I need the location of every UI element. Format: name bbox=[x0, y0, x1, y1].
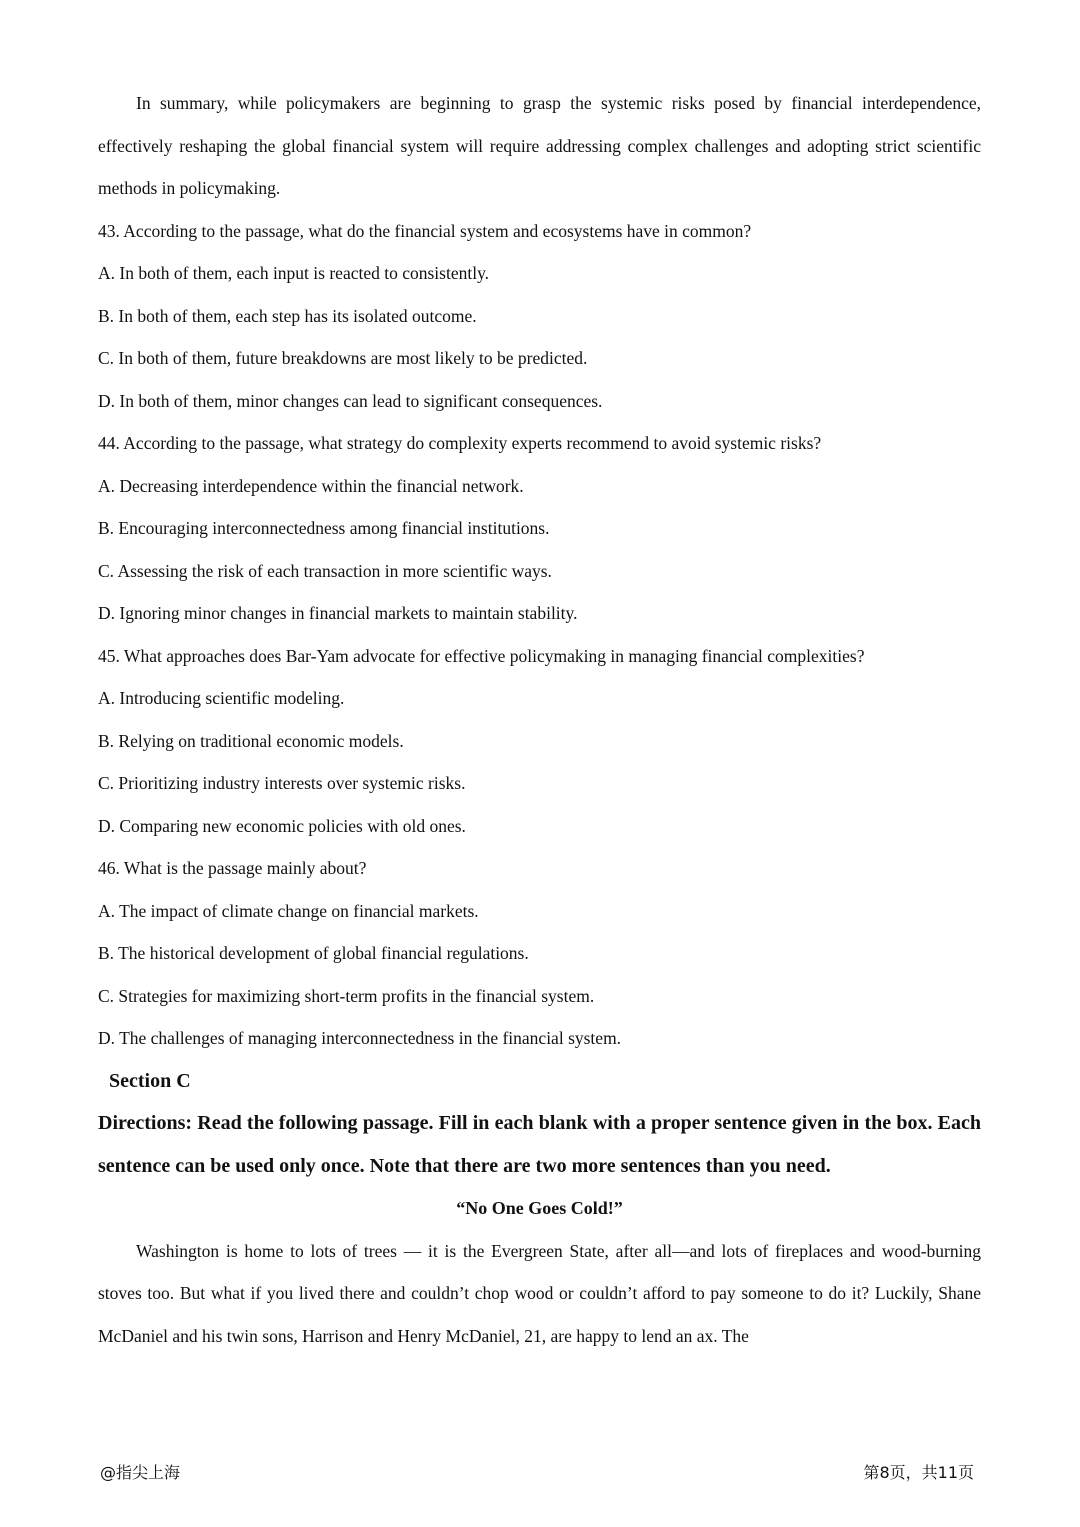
option-d: D. The challenges of managing interconnectedness in the financial system. bbox=[98, 1028, 622, 1048]
option-a: A. In both of them, each input is reacted to consistently. bbox=[98, 263, 490, 283]
question-stem: 43. According to the passage, what do the financial system and ecosystems have in common? bbox=[98, 220, 752, 241]
option-d: D. Ignoring minor changes in financial markets to maintain stability. bbox=[98, 603, 578, 623]
document-page bbox=[98, 82, 981, 1357]
question-stem: 46. What is the passage mainly about? bbox=[98, 858, 367, 878]
question-stem: 44. According to the passage, what strategy do complexity experts recommend to avoid systemic risks? bbox=[98, 433, 822, 453]
footer-source: @指尖上海 bbox=[100, 1463, 181, 1482]
option-d: D. In both of them, minor changes can lead to significant consequences. bbox=[98, 390, 603, 411]
option-c: C. Strategies for maximizing short-term profits in the financial system. bbox=[98, 985, 595, 1006]
page-number: 第8页，共11页 bbox=[863, 1463, 974, 1482]
question-46 bbox=[98, 847, 981, 1060]
option-c: C. Prioritizing industry interests over systemic risks. bbox=[98, 773, 466, 793]
option-b: B. In both of them, each step has its isolated outcome. bbox=[98, 305, 477, 326]
question-43 bbox=[98, 210, 981, 423]
option-c: C. In both of them, future breakdowns are most likely to be predicted. bbox=[98, 348, 588, 368]
summary-paragraph: In summary, while policymakers are beginning to grasp the systemic risks posed by financial interdependence, effectively reshaping the global financial system will require addressing complex challenges and adopting strict scientific methods in policymaking. bbox=[98, 93, 981, 198]
option-c: C. Assessing the risk of each transaction in more scientific ways. bbox=[98, 560, 552, 581]
option-d: D. Comparing new economic policies with old ones. bbox=[98, 815, 466, 836]
passage-title: “No One Goes Cold!” bbox=[456, 1198, 623, 1218]
section-heading: Section C bbox=[109, 1069, 191, 1092]
question-45 bbox=[98, 635, 981, 848]
option-a: A. Introducing scientific modeling. bbox=[98, 688, 345, 708]
question-44 bbox=[98, 422, 981, 635]
option-a: A. Decreasing interdependence within the financial network. bbox=[98, 475, 524, 496]
question-stem: 45. What approaches does Bar-Yam advocate for effective policymaking in managing financial complexities? bbox=[98, 645, 865, 666]
directions-text: Directions: Read the following passage. Fill in each blank with a proper sentence given in the box. Each sentence can be used only once. Note that there are two more sentences than you need. bbox=[98, 1112, 981, 1177]
option-a: A. The impact of climate change on financial markets. bbox=[98, 900, 479, 921]
option-b: B. Encouraging interconnectedness among financial institutions. bbox=[98, 518, 550, 538]
passage-paragraph: Washington is home to lots of trees — it is the Evergreen State, after all—and lots of fireplaces and wood-burning stoves too. But what if you lived there and couldn’t chop wood or couldn’t afford to pay someone to do it? Luckily, Shane McDaniel and his twin sons, Harrison and Henry McDaniel, 21, are happy to lend an ax. The bbox=[98, 1240, 981, 1346]
option-b: B. The historical development of global financial regulations. bbox=[98, 943, 529, 963]
option-b: B. Relying on traditional economic models. bbox=[98, 730, 404, 751]
